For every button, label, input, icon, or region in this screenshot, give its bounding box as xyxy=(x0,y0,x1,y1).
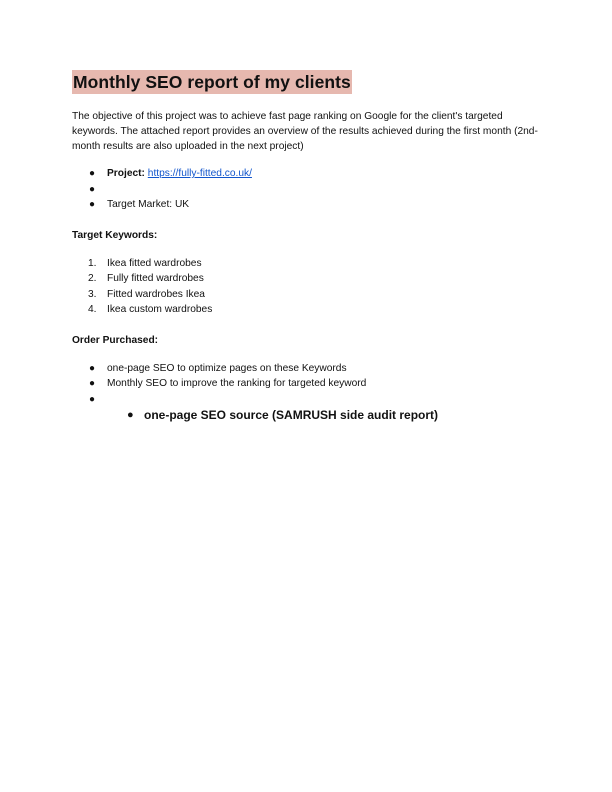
order-heading: Order Purchased: xyxy=(72,334,159,346)
document-page xyxy=(72,70,542,423)
list-item-empty xyxy=(72,392,542,408)
order-list xyxy=(72,361,542,408)
list-item xyxy=(72,376,542,392)
bullet-icon: ● xyxy=(89,183,96,195)
list-item xyxy=(72,361,542,377)
sub-item-text: one-page SEO source (SAMRUSH side audit report) xyxy=(144,408,439,422)
project-link[interactable]: https://fully-fitted.co.uk/ xyxy=(147,168,252,179)
sub-list-item xyxy=(72,407,542,423)
list-item xyxy=(72,256,542,272)
keywords-heading: Target Keywords: xyxy=(72,229,158,241)
intro-paragraph: The objective of this project was to achieve fast page ranking on Google for the client's targeted keywords. The attached report provides an overview of the results achieved during the first month (2nd-month results are also uploaded in the next project) xyxy=(72,111,538,152)
keywords-list xyxy=(72,256,542,318)
keyword-text: Fully fitted wardrobes xyxy=(107,273,204,284)
list-number: 1. xyxy=(88,257,97,269)
bullet-icon: ● xyxy=(89,378,96,389)
target-market-text: Target Market: UK xyxy=(107,199,190,210)
bullet-icon: ● xyxy=(127,409,134,421)
order-text: one-page SEO to optimize pages on these Keywords xyxy=(107,362,347,374)
list-item xyxy=(72,287,542,303)
keyword-text: Ikea fitted wardrobes xyxy=(107,257,202,269)
project-info-list xyxy=(72,166,542,213)
list-item-target-market xyxy=(72,197,542,213)
order-text: Monthly SEO to improve the ranking for targeted keyword xyxy=(107,378,367,389)
project-label: Project: xyxy=(107,168,145,179)
list-number: 4. xyxy=(88,304,97,315)
list-number: 3. xyxy=(88,288,97,300)
page-title: Monthly SEO report of my clients xyxy=(73,72,351,92)
list-item xyxy=(72,271,542,287)
keyword-text: Ikea custom wardrobes xyxy=(107,304,213,315)
list-number: 2. xyxy=(88,273,97,284)
list-item-project xyxy=(72,166,542,182)
bullet-icon: ● xyxy=(89,362,96,374)
bullet-icon: ● xyxy=(89,393,96,405)
bullet-icon: ● xyxy=(89,168,96,179)
keyword-text: Fitted wardrobes Ikea xyxy=(107,288,205,300)
list-item xyxy=(72,302,542,318)
list-item-empty xyxy=(72,182,542,198)
bullet-icon: ● xyxy=(89,199,96,210)
